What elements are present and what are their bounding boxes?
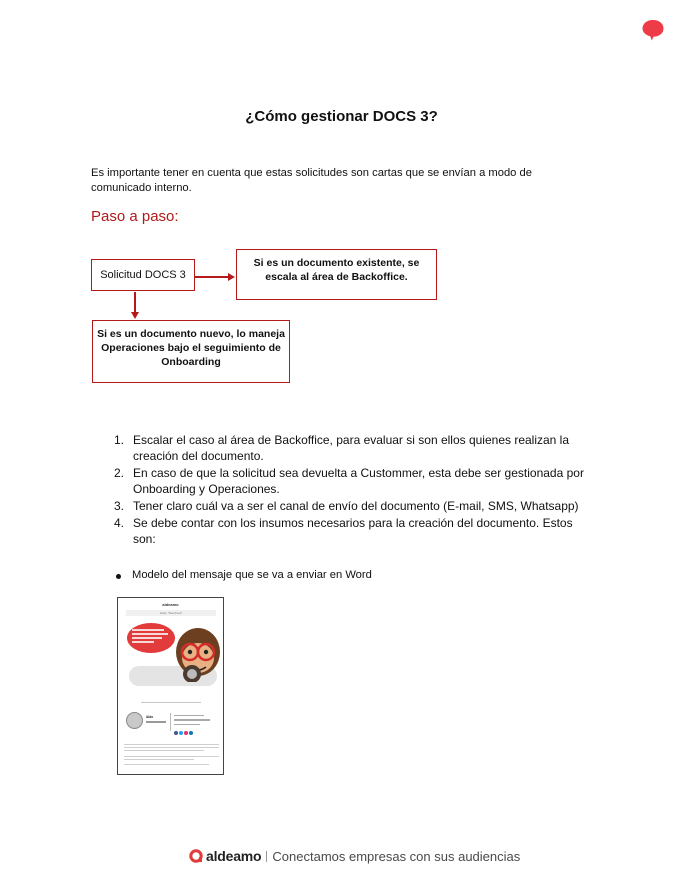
- footer-separator: [266, 851, 267, 862]
- word-message-preview[interactable]: [117, 597, 224, 775]
- arrow-down-head: [131, 312, 139, 319]
- preview-fine-print: [124, 759, 194, 760]
- preview-bubble-text: [132, 629, 170, 643]
- footer-brand: aldeamo: [206, 848, 262, 864]
- preview-caption: [118, 701, 223, 704]
- preview-signature-lines: [174, 715, 214, 725]
- preview-fine-print: [124, 756, 219, 757]
- list-item: 2. En caso de que la solicitud sea devuelta a Custommer, esta debe ser gestionada por Onboarding y Operaciones.: [114, 466, 584, 496]
- preview-fine-print: [124, 744, 219, 745]
- intro-paragraph: Es importante tener en cuenta que estas solicitudes son cartas que se envían a modo de comunicado interno.: [91, 167, 532, 194]
- page-title: ¿Cómo gestionar DOCS 3?: [245, 108, 438, 125]
- aldeamo-logo-icon: [189, 849, 203, 863]
- footer-tagline: Conectamos empresas con sus audiencias: [272, 848, 521, 864]
- preview-greeting: Hola, *Nombre1*: [126, 610, 216, 616]
- preview-signature-name: Aldo: [146, 715, 154, 719]
- flow-start-box: Solicitud DOCS 3: [91, 259, 195, 291]
- list-item: 4. Se debe contar con los insumos necesarios para la creación del documento. Estos son:: [114, 516, 573, 546]
- list-item: 1. Escalar el caso al área de Backoffice, para evaluar si son ellos quienes realizan la creación del documento.: [114, 433, 570, 463]
- preview-fine-print: [124, 750, 204, 751]
- bullet-dot: [116, 574, 121, 579]
- preview-signature-role: [146, 721, 166, 723]
- preview-signature-divider: [170, 713, 171, 731]
- steps-list: [114, 432, 594, 548]
- monkey-mascot-icon: [172, 622, 224, 682]
- list-item: 3. Tener claro cuál va a ser el canal de envío del documento (E-mail, SMS, Whatsapp): [114, 499, 579, 513]
- preview-fine-print: [124, 764, 209, 765]
- preview-fine-print: [124, 747, 219, 748]
- section-heading: Paso a paso:: [91, 208, 179, 225]
- preview-social-icons: [174, 731, 196, 735]
- footer: [189, 846, 520, 866]
- preview-brand: aldeamo: [162, 602, 179, 607]
- flow-new-box: Si es un documento nuevo, lo maneja Operaciones bajo el seguimiento de Onboarding: [92, 320, 290, 383]
- speech-bubble-icon: [641, 18, 665, 42]
- flow-existing-box: Si es un documento existente, se escala al área de Backoffice.: [236, 249, 437, 300]
- arrow-right-head: [228, 273, 235, 281]
- preview-avatar: [126, 712, 143, 729]
- bullet-item: Modelo del mensaje que se va a enviar en Word: [116, 569, 372, 581]
